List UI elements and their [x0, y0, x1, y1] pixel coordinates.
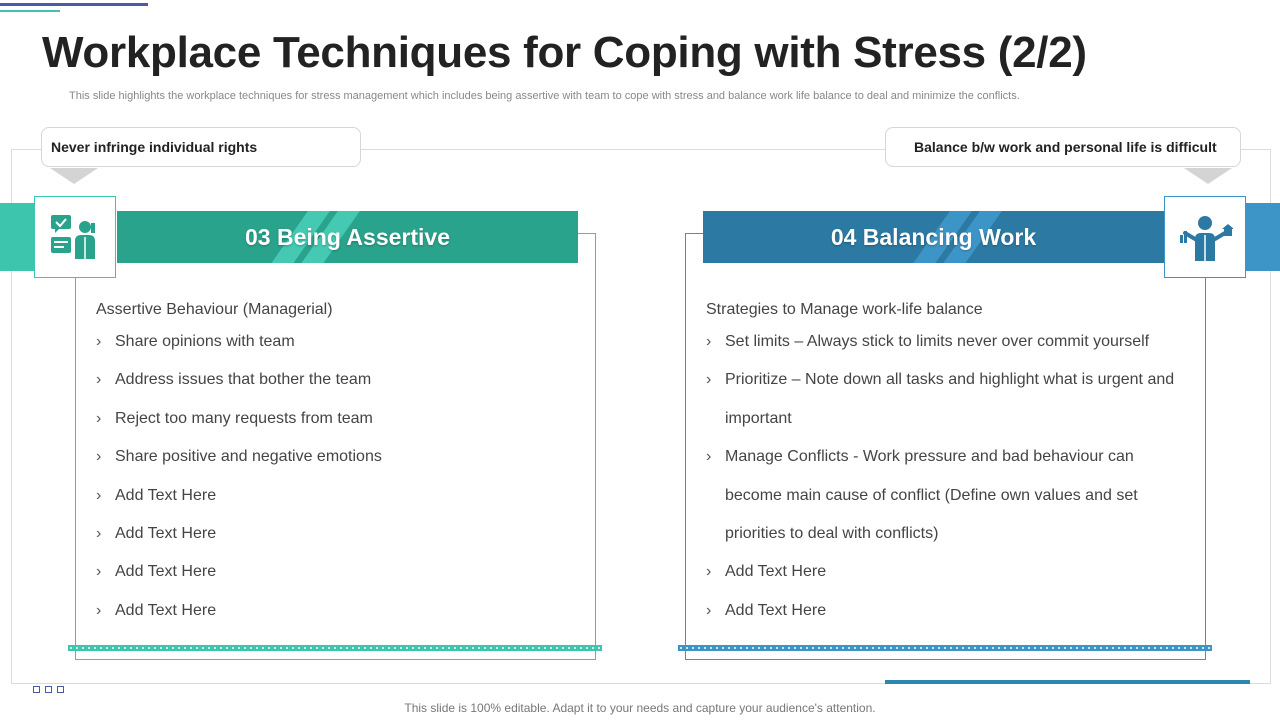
frame-accent-bar: [885, 680, 1250, 684]
list-item: become main cause of conflict (Define own values and set: [725, 486, 1138, 504]
bullet-chevron-icon: ›: [706, 601, 712, 619]
list-item: Add Text Here: [115, 563, 217, 581]
left-color-band: [0, 203, 34, 271]
bullet-chevron-icon: ›: [96, 409, 102, 427]
bullet-chevron-icon: ›: [96, 333, 102, 350]
slide-title: Workplace Techniques for Coping with Stress (2/2): [42, 28, 1087, 77]
balancing-header-label: 04 Balancing Work: [830, 223, 1037, 250]
list-item: Add Text Here: [115, 601, 217, 619]
bullet-chevron-icon: ›: [706, 448, 712, 466]
work-life-balance-person-icon: [1177, 209, 1233, 265]
list-item: Add Text Here: [725, 601, 827, 619]
top-accent-bar-secondary: [0, 10, 60, 12]
assertive-header: [117, 211, 578, 263]
balancing-bottom-bar: [678, 645, 1212, 651]
list-item: Share opinions with team: [115, 333, 295, 350]
bullet-chevron-icon: ›: [96, 563, 102, 581]
bullet-chevron-icon: ›: [96, 448, 102, 466]
assertive-bottom-bar: [68, 645, 602, 651]
assertive-panel-cap: [578, 233, 596, 234]
bullet-chevron-icon: ›: [96, 601, 102, 619]
list-item: Manage Conflicts - Work pressure and bad behaviour can: [725, 448, 1134, 466]
list-item: Add Text Here: [115, 486, 217, 504]
bullet-chevron-icon: ›: [706, 563, 712, 581]
nav-square: [57, 686, 64, 693]
bullet-chevron-icon: ›: [706, 333, 712, 350]
slide-footer: This slide is 100% editable. Adapt it to your needs and capture your audience's attention.: [404, 701, 876, 715]
callout-pointer-left: [50, 168, 98, 184]
list-item: Address issues that bother the team: [115, 371, 372, 389]
list-item: priorities to deal with conflicts): [725, 525, 939, 542]
list-item: Reject too many requests from team: [115, 409, 373, 427]
callout-pointer-right: [1184, 168, 1232, 184]
callout-right: Balance b/w work and personal life is difficult: [885, 127, 1241, 167]
callout-left: Never infringe individual rights: [41, 127, 361, 167]
bullet-chevron-icon: ›: [96, 525, 102, 542]
slide-subtitle: This slide highlights the workplace techniques for stress management which includes being assertive with team to cope with stress and balance work life balance to deal and minimize the conflicts.: [69, 90, 1020, 102]
feedback-person-icon: [47, 209, 103, 265]
list-item: Prioritize – Note down all tasks and highlight what is urgent and: [725, 371, 1175, 389]
top-accent-bar: [0, 3, 148, 6]
assertive-list-heading: Assertive Behaviour (Managerial): [96, 301, 333, 318]
balancing-panel-cap: [685, 233, 703, 234]
nav-square: [45, 686, 52, 693]
balancing-list-heading: Strategies to Manage work-life balance: [706, 301, 983, 318]
balancing-panel: [685, 233, 1206, 660]
bullet-chevron-icon: ›: [96, 371, 102, 389]
list-item: Add Text Here: [115, 525, 217, 542]
list-item: Share positive and negative emotions: [115, 448, 382, 466]
assertive-header-label: 03 Being Assertive: [245, 223, 450, 250]
list-item: Add Text Here: [725, 563, 827, 581]
assertive-icon-box: [34, 196, 116, 278]
nav-square: [33, 686, 40, 693]
assertive-panel: [75, 233, 596, 660]
bullet-chevron-icon: ›: [96, 486, 102, 504]
bullet-chevron-icon: ›: [706, 371, 712, 389]
right-color-band: [1246, 203, 1280, 271]
list-item: important: [725, 409, 792, 427]
list-item: Set limits – Always stick to limits never over commit yourself: [725, 333, 1150, 350]
balancing-header: [703, 211, 1164, 263]
balancing-icon-box: [1164, 196, 1246, 278]
